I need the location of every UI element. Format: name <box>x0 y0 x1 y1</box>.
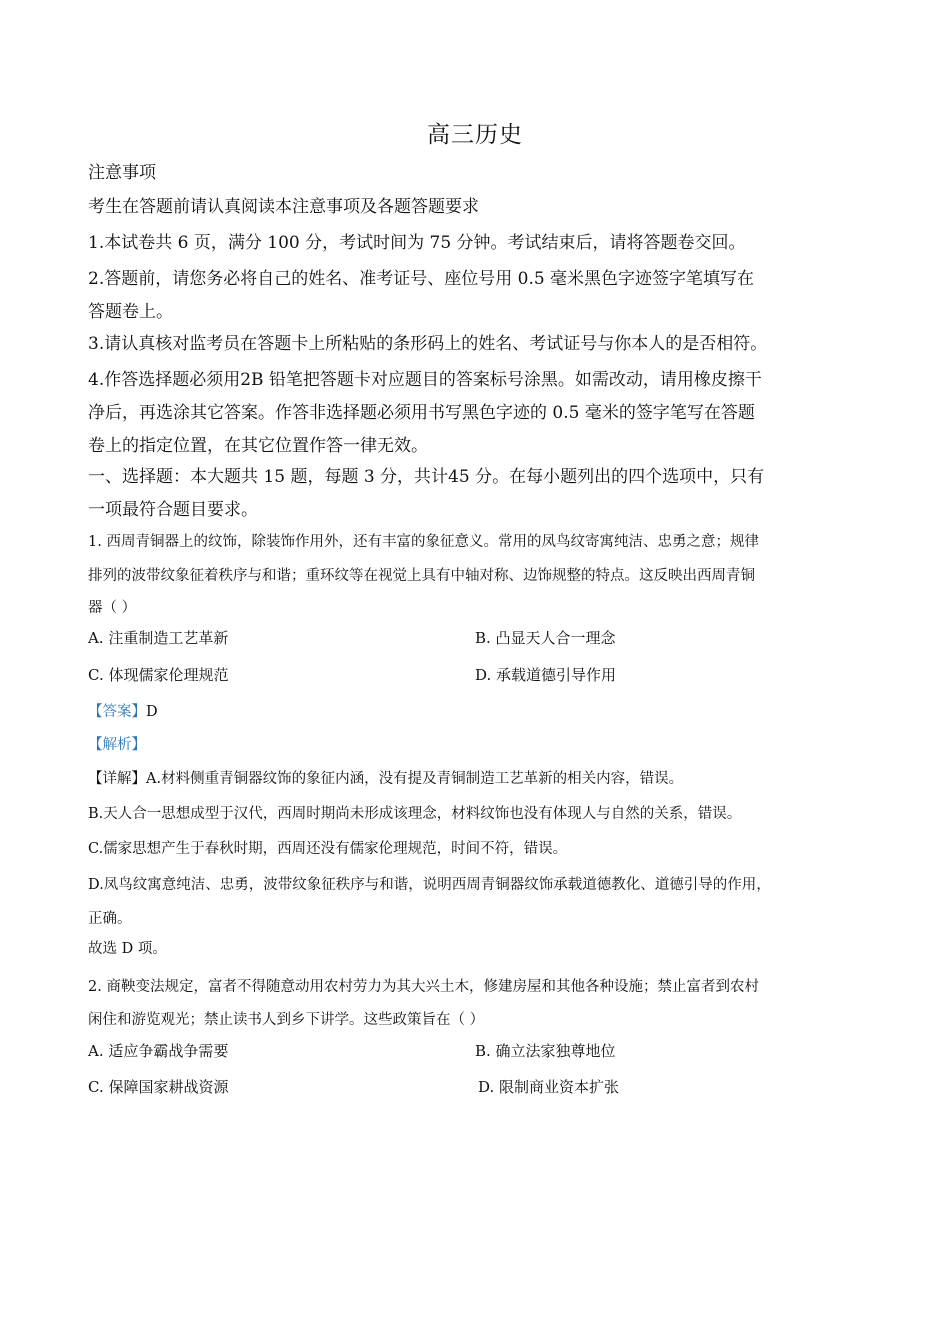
q1-stem-line-1: 1. 西周青铜器上的纹饰，除装饰作用外，还有丰富的象征意义。常用的凤鸟纹寄寓纯洁、忠勇之意；规律 <box>88 534 759 550</box>
q2-option-a: A. 适应争霸战争需要 <box>88 1042 229 1060</box>
q1-stem-line-2: 排列的波带纹象征着秩序与和谐；重环纹等在视觉上具有中轴对称、边饰规整的特点。这反映出西周青铜 <box>88 568 755 584</box>
q1-detail-d-line-1: D.凤鸟纹寓意纯洁、忠勇，波带纹象征秩序与和谐，说明西周青铜器纹饰承载道德教化、道德引导的作用， <box>88 877 771 893</box>
q1-detail-d-line-2: 正确。 <box>88 911 132 927</box>
rule-4-line-2: 净后，再选涂其它答案。作答非选择题必须用书写黑色字迹的 0.5 毫米的签字笔写在答题 <box>88 403 755 423</box>
page-title: 高三历史 <box>427 122 523 148</box>
q2-option-c: C. 保障国家耕战资源 <box>88 1078 229 1096</box>
q1-option-b: B. 凸显天人合一理念 <box>475 629 616 647</box>
q1-conclusion: 故选 D 项。 <box>88 941 167 957</box>
q1-detail-c: C.儒家思想产生于春秋时期，西周还没有儒家伦理规范，时间不符，错误。 <box>88 841 568 857</box>
q1-option-c: C. 体现儒家伦理规范 <box>88 666 229 684</box>
rule-2-line-2: 答题卷上。 <box>88 302 173 322</box>
rule-4-line-1: 4.作答选择题必须用2B 铅笔把答题卡对应题目的答案标号涂黑。如需改动，请用橡皮擦干 <box>88 370 762 390</box>
detail-tag: 【详解】 <box>88 771 146 787</box>
detail-a-text: A.材料侧重青铜器纹饰的象征内涵，没有提及青铜制造工艺革新的相关内容，错误。 <box>146 771 684 787</box>
q1-option-d: D. 承载道德引导作用 <box>475 666 617 684</box>
rule-4-line-3: 卷上的指定位置，在其它位置作答一律无效。 <box>88 436 428 456</box>
section-heading-line-2: 一项最符合题目要求。 <box>88 500 258 520</box>
q2-stem-line-2: 闲住和游览观光；禁止读书人到乡下讲学。这些政策旨在（ ） <box>88 1012 485 1028</box>
rule-3: 3.请认真核对监考员在答题卡上所粘贴的条形码上的姓名、考试证号与你本人的是否相符。 <box>88 334 768 354</box>
section-heading-line-1: 一、选择题：本大题共 15 题，每题 3 分，共计45 分。在每小题列出的四个选项中，只有 <box>88 467 765 487</box>
q1-detail-b: B.天人合一思想成型于汉代，西周时期尚未形成该理念，材料纹饰也没有体现人与自然的关系，错误。 <box>88 806 742 822</box>
rule-2-line-1: 2.答题前，请您务必将自己的姓名、准考证号、座位号用 0.5 毫米黑色字迹签字笔填写在 <box>88 269 755 289</box>
notice-intro: 考生在答题前请认真阅读本注意事项及各题答题要求 <box>88 197 479 217</box>
q2-option-b: B. 确立法家独尊地位 <box>475 1042 616 1060</box>
q1-stem-line-3: 器（ ） <box>88 600 137 616</box>
q2-stem-line-1: 2. 商鞅变法规定，富者不得随意动用农村劳力为其大兴土木，修建房屋和其他各种设施；禁止富者到农村 <box>88 979 759 995</box>
answer-value: D <box>146 704 158 720</box>
notice-heading: 注意事项 <box>88 163 156 183</box>
rule-1: 1.本试卷共 6 页，满分 100 分，考试时间为 75 分钟。考试结束后，请将答题卷交回。 <box>88 233 746 253</box>
q1-answer <box>88 700 158 721</box>
q1-detail-a <box>88 767 683 788</box>
q2-option-d: D. 限制商业资本扩张 <box>478 1078 620 1096</box>
q1-option-a: A. 注重制造工艺革新 <box>88 629 229 647</box>
answer-tag: 【答案】 <box>88 704 146 720</box>
analysis-tag: 【解析】 <box>88 737 146 753</box>
